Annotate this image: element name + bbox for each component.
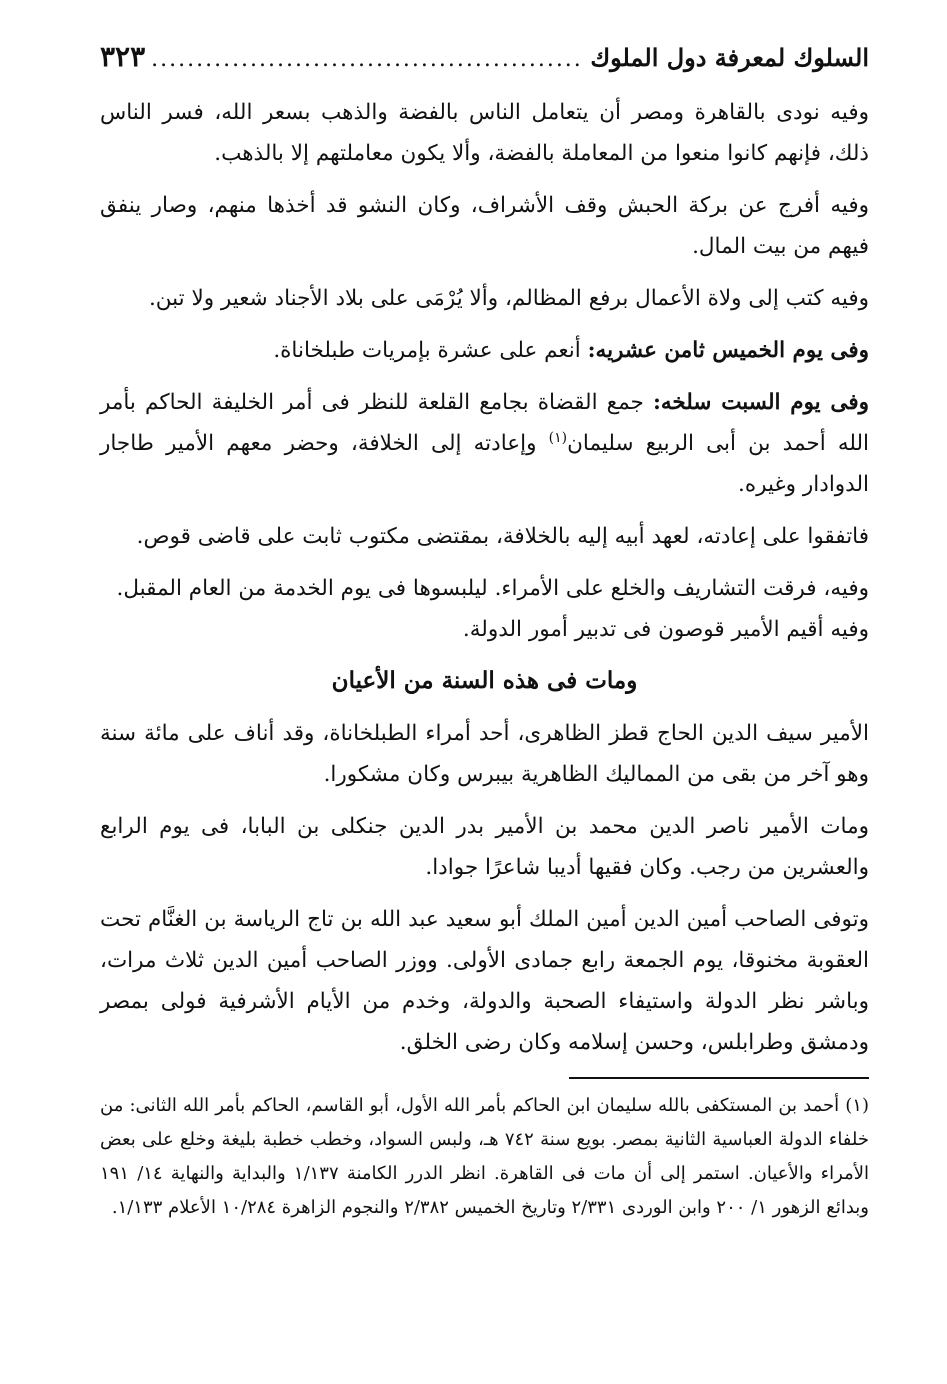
footnote: [100, 1089, 869, 1225]
running-header: [100, 40, 869, 92]
paragraph: [100, 568, 869, 609]
paragraph-lead: وفى يوم الخميس ثامن عشريه:: [587, 338, 869, 363]
paragraph-text: وفيه أقيم الأمير قوصون فى تدبير أمور الدولة.: [462, 617, 869, 642]
leader-dots: [151, 47, 584, 72]
paragraph-text: جمع القضاة بجامع القلعة للنظر فى أمر الخليفة الحاكم بأمر الله أحمد بن أبى الربيع سليمان: [100, 390, 869, 456]
obituary-entry: [100, 899, 869, 1063]
paragraph: [100, 382, 869, 505]
page-number: ٣٢٣: [100, 40, 146, 73]
paragraph: [100, 92, 869, 174]
paragraph-text: أنعم على عشرة بإمريات طبلخاناة.: [273, 338, 581, 363]
paragraph-text: وفيه أفرج عن بركة الحبش وقف الأشراف، وكان النشو قد أخذها منهم، وصار ينفق فيهم من بيت المال.: [100, 193, 869, 259]
obituary-text: الأمير سيف الدين الحاج قطز الظاهرى، أحد أمراء الطبلخاناة، وقد أناف على مائة سنة وهو آخر من بقى من المماليك الظاهرية بيبرس وكان مشكورا.: [100, 721, 869, 787]
paragraph: [100, 330, 869, 371]
obituary-text: وتوفى الصاحب أمين الدين أمين الملك أبو سعيد عبد الله بن تاج الرياسة بن الغنَّام تحت العقوبة مخنوقا، يوم الجمعة رابع جمادى الأولى. ووزر الصاحب أمين الدين ثلاث مرات، وباشر نظر الدولة واستيفاء الصحبة والدولة، وخدم من الأيام الأشرفية فولى بمصر ودمشق وطرابلس، وحسن إسلامه وكان رضى الخلق.: [100, 907, 869, 1055]
paragraph-text: وفيه، فرقت التشاريف والخلع على الأمراء. ليلبسوها فى يوم الخدمة من العام المقبل.: [116, 576, 869, 601]
paragraph-text: وفيه كتب إلى ولاة الأعمال برفع المظالم، وألا يُرْمَى على بلاد الأجناد شعير ولا تبن.: [148, 286, 869, 311]
obituary-entry: [100, 713, 869, 795]
obituary-text: ومات الأمير ناصر الدين محمد بن الأمير بدر الدين جنكلى بن البابا، فى يوم الرابع والعشرين من رجب. وكان فقيها أديبا شاعرًا جوادا.: [100, 814, 869, 880]
footnote-text: أحمد بن المستكفى بالله سليمان ابن الحاكم بأمر الله الأول، أبو القاسم، الحاكم بأمر الله الثانى: من خلفاء الدولة العباسية الثانية بمصر. بويع سنة ٧٤٢ هـ، ولبس السواد، وخطب خطبة بليغة وخلع على بعض الأمراء والأعيان. استمر إلى أن مات فى القاهرة. انظر الدرر الكامنة ١/١٣٧ والبداية والنهاية ١٤/ ١٩١ وبدائع الزهور ١/ ٢٠٠ وابن الوردى ٢/٣٣١ وتاريخ الخميس ٢/٣٨٢ والنجوم الزاهرة ١٠/٢٨٤ الأعلام ١/١٣٣.: [100, 1095, 869, 1218]
paragraph-lead: وفى يوم السبت سلخه:: [652, 390, 869, 415]
paragraph: [100, 278, 869, 319]
footnote-separator: [569, 1077, 869, 1079]
running-title: السلوك لمعرفة دول الملوك: [590, 43, 869, 72]
obituary-entry: [100, 806, 869, 888]
paragraph-text: وفيه نودى بالقاهرة ومصر أن يتعامل الناس بالفضة والذهب بسعر الله، فسر الناس ذلك، فإنهم كانوا منعوا من المعاملة بالفضة، وألا يكون معاملتهم إلا بالذهب.: [100, 100, 869, 166]
paragraph-text: فاتفقوا على إعادته، لعهد أبيه إليه بالخلافة، بمقتضى مكتوب ثابت على قاضى قوص.: [136, 524, 869, 549]
paragraph: [100, 516, 869, 557]
footnote-reference[interactable]: (١): [548, 429, 568, 446]
footnote-marker: (١): [845, 1095, 869, 1116]
paragraph-text-continued: وإعادته إلى الخلافة، وحضر معهم الأمير طاجار الدوادار وغيره.: [100, 431, 869, 497]
paragraph: [100, 185, 869, 267]
section-heading: ومات فى هذه السنة من الأعيان: [331, 667, 638, 694]
main-text: [100, 92, 869, 1063]
paragraph: [100, 609, 869, 650]
